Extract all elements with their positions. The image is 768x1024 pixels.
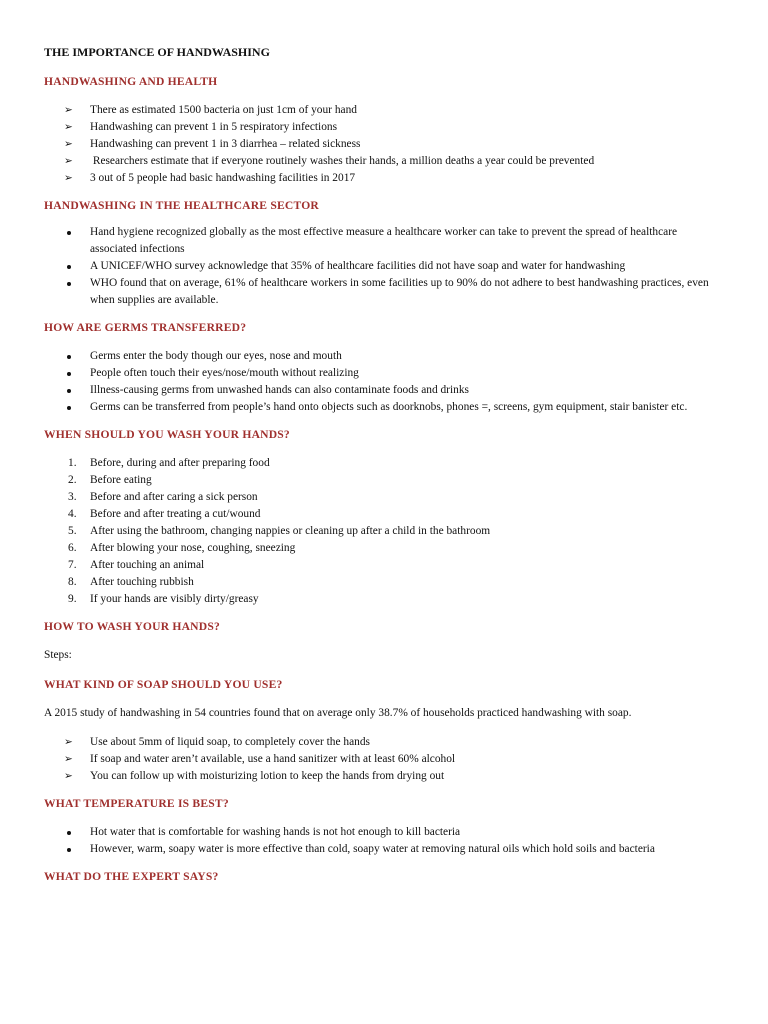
list-number: 2. [68, 474, 77, 486]
list-text: Before and after caring a sick person [90, 491, 258, 503]
list-item: WHO found that on average, 61% of healthcare workers in some facilities up to 90% do not adhere to best handwashing practices, even when supplies are available. [44, 275, 724, 309]
document-title: THE IMPORTANCE OF HANDWASHING [44, 45, 270, 59]
document-body [44, 44, 724, 897]
list-text: After touching rubbish [90, 576, 194, 588]
section-heading-healthcare: HANDWASHING IN THE HEALTHCARE SECTOR [44, 199, 319, 212]
list-number: 5. [68, 525, 77, 537]
list-item [44, 523, 724, 540]
list-item [44, 557, 724, 574]
list-item: Germs enter the body though our eyes, nose and mouth [44, 348, 724, 365]
list-item: Illness-causing germs from unwashed hands can also contaminate foods and drinks [44, 382, 724, 399]
list-text: Before, during and after preparing food [90, 457, 270, 469]
steps-text: Steps: [44, 649, 72, 661]
list-item: However, warm, soapy water is more effective than cold, soapy water at removing natural oils which hold soils and bacteria [44, 841, 724, 858]
list-item: ➢ Handwashing can prevent 1 in 5 respiratory infections [44, 119, 724, 136]
healthcare-list [44, 224, 724, 309]
list-item [44, 574, 724, 591]
section-heading-temperature: WHAT TEMPERATURE IS BEST? [44, 797, 229, 810]
list-text: After using the bathroom, changing nappies or cleaning up after a child in the bathroom [90, 525, 491, 537]
list-text: After blowing your nose, coughing, sneezing [90, 542, 296, 554]
section-heading-soap: WHAT KIND OF SOAP SHOULD YOU USE? [44, 678, 283, 691]
list-text: If your hands are visibly dirty/greasy [90, 593, 259, 605]
list-text: Before and after treating a cut/wound [90, 508, 261, 520]
section-heading-germs: HOW ARE GERMS TRANSFERRED? [44, 321, 247, 334]
soap-study-text: A 2015 study of handwashing in 54 countries found that on average only 38.7% of households practiced handwashing with soap. [44, 707, 632, 719]
list-item: Germs can be transferred from people’s hand onto objects such as doorknobs, phones =, screens, gym equipment, stair banister etc. [44, 399, 724, 416]
health-list [44, 102, 724, 187]
soap-list [44, 734, 724, 785]
list-number: 8. [68, 576, 77, 588]
list-item: ➢ Use about 5mm of liquid soap, to completely cover the hands [44, 734, 724, 751]
list-number: 6. [68, 542, 77, 554]
section-heading-how: HOW TO WASH YOUR HANDS? [44, 620, 220, 633]
list-item: A UNICEF/WHO survey acknowledge that 35% of healthcare facilities did not have soap and water for handwashing [44, 258, 724, 275]
list-item: Hand hygiene recognized globally as the most effective measure a healthcare worker can take to prevent the spread of healthcare associated infections [44, 224, 724, 258]
list-item: People often touch their eyes/nose/mouth without realizing [44, 365, 724, 382]
list-number: 7. [68, 559, 77, 571]
list-number: 3. [68, 491, 77, 503]
section-heading-when: WHEN SHOULD YOU WASH YOUR HANDS? [44, 428, 290, 441]
list-item [44, 472, 724, 489]
list-item: ➢ There as estimated 1500 bacteria on just 1cm of your hand [44, 102, 724, 119]
list-text: After touching an animal [90, 559, 205, 571]
germs-list [44, 348, 724, 416]
list-text: Before eating [90, 474, 152, 486]
list-number: 9. [68, 593, 77, 605]
list-number: 4. [68, 508, 77, 520]
list-item: ➢ If soap and water aren’t available, use a hand sanitizer with at least 60% alcohol [44, 751, 724, 768]
list-item: ➢ Researchers estimate that if everyone routinely washes their hands, a million deaths a year could be prevented [44, 153, 724, 170]
list-item: ➢ You can follow up with moisturizing lotion to keep the hands from drying out [44, 768, 724, 785]
list-item: ➢ Handwashing can prevent 1 in 3 diarrhea – related sickness [44, 136, 724, 153]
section-heading-expert: WHAT DO THE EXPERT SAYS? [44, 870, 219, 883]
list-item [44, 591, 724, 608]
list-number: 1. [68, 457, 77, 469]
temperature-list [44, 824, 724, 858]
list-item [44, 540, 724, 557]
list-item: Hot water that is comfortable for washing hands is not hot enough to kill bacteria [44, 824, 724, 841]
list-item [44, 455, 724, 472]
section-heading-health: HANDWASHING AND HEALTH [44, 75, 218, 88]
list-item [44, 489, 724, 506]
list-item [44, 506, 724, 523]
when-list [44, 455, 724, 608]
list-item: ➢ 3 out of 5 people had basic handwashing facilities in 2017 [44, 170, 724, 187]
